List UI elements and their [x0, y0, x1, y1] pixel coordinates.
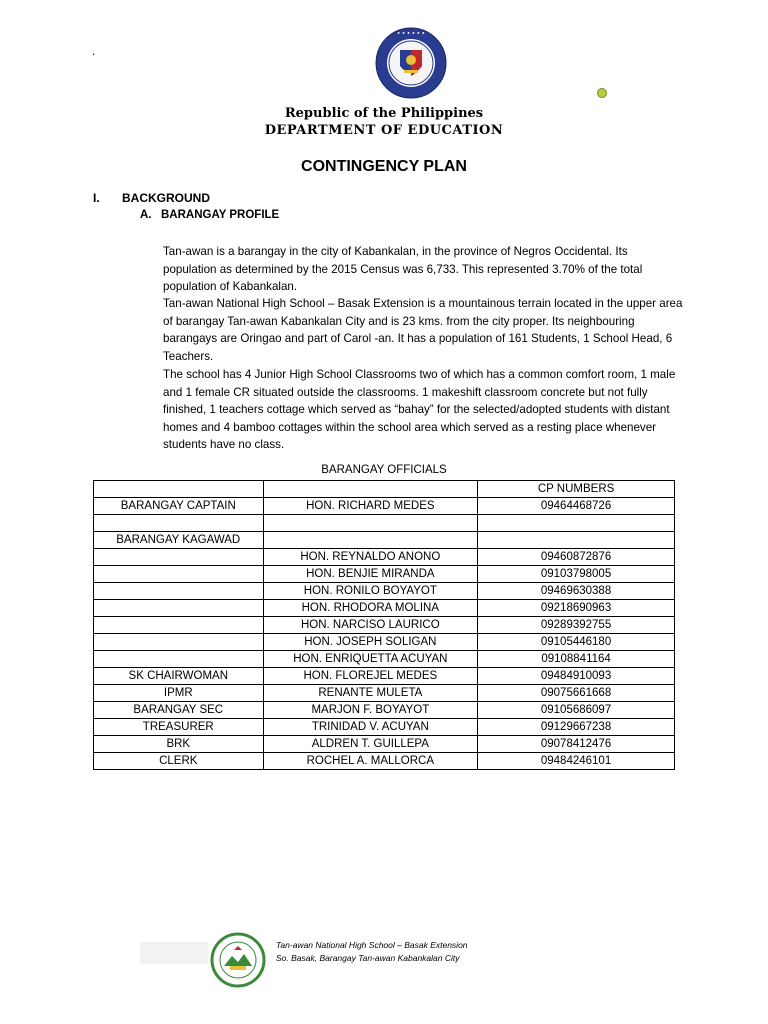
name-cell: HON. BENJIE MIRANDA — [263, 566, 478, 583]
position-cell: BARANGAY CAPTAIN — [94, 498, 264, 515]
table-row — [94, 753, 675, 770]
table-row — [94, 617, 675, 634]
position-cell — [94, 600, 264, 617]
phone-cell: 09469630388 — [478, 583, 675, 600]
name-cell: HON. JOSEPH SOLIGAN — [263, 634, 478, 651]
phone-cell: 09460872876 — [478, 549, 675, 566]
table-row — [94, 719, 675, 736]
name-cell — [263, 532, 478, 549]
name-cell: MARJON F. BOYAYOT — [263, 702, 478, 719]
position-cell — [94, 634, 264, 651]
phone-cell: 09075661668 — [478, 685, 675, 702]
table-caption: BARANGAY OFFICIALS — [321, 464, 447, 476]
table-row — [94, 634, 675, 651]
table-row — [94, 600, 675, 617]
name-cell: ALDREN T. GUILLEPA — [263, 736, 478, 753]
phone-cell: 09129667238 — [478, 719, 675, 736]
footer-school-name: Tan-awan National High School – Basak Extension — [276, 940, 468, 950]
table-row — [94, 515, 675, 532]
barangay-officials-table — [93, 480, 675, 770]
name-cell — [263, 481, 478, 498]
name-cell: HON. RHODORA MOLINA — [263, 600, 478, 617]
phone-cell: 09464468726 — [478, 498, 675, 515]
position-cell: IPMR — [94, 685, 264, 702]
footer-blurred-area — [140, 942, 208, 964]
phone-cell: 09078412476 — [478, 736, 675, 753]
section-number: I. — [93, 191, 100, 205]
name-cell: RENANTE MULETA — [263, 685, 478, 702]
position-cell: BARANGAY KAGAWAD — [94, 532, 264, 549]
position-cell — [94, 617, 264, 634]
phone-cell: 09103798005 — [478, 566, 675, 583]
name-cell: HON. RICHARD MEDES — [263, 498, 478, 515]
table-row — [94, 702, 675, 719]
table-row — [94, 583, 675, 600]
phone-cell — [478, 515, 675, 532]
name-cell — [263, 515, 478, 532]
phone-cell: 09218690963 — [478, 600, 675, 617]
table-row — [94, 481, 675, 498]
phone-cell: 09484910093 — [478, 668, 675, 685]
deped-seal-logo — [374, 26, 448, 100]
subsection-number: A. — [140, 209, 152, 221]
position-cell: SK CHAIRWOMAN — [94, 668, 264, 685]
subsection-heading: BARANGAY PROFILE — [161, 209, 280, 221]
republic-heading: Republic of the Philippines — [284, 106, 484, 121]
phone-cell — [478, 532, 675, 549]
stray-dot: . — [92, 44, 96, 58]
section-heading: BACKGROUND — [122, 191, 210, 205]
page-title: CONTINGENCY PLAN — [301, 158, 467, 175]
position-cell: TREASURER — [94, 719, 264, 736]
name-cell: TRINIDAD V. ACUYAN — [263, 719, 478, 736]
name-cell: ROCHEL A. MALLORCA — [263, 753, 478, 770]
paragraph-school-location: Tan-awan National High School – Basak Extension is a mountainous terrain located in the upper area of barangay Tan-awan Kabankalan City and is 23 kms. from the city proper. Its neighbouring barangays are Oringao and part of Carol -an. It has a population of 161 Students, 1 School Head, 6 Teachers. — [163, 297, 683, 363]
table-row — [94, 685, 675, 702]
phone-cell: 09105446180 — [478, 634, 675, 651]
phone-cell: 09289392755 — [478, 617, 675, 634]
position-cell — [94, 651, 264, 668]
position-cell — [94, 583, 264, 600]
table-row — [94, 549, 675, 566]
name-cell: HON. NARCISO LAURICO — [263, 617, 478, 634]
position-cell — [94, 566, 264, 583]
table-row — [94, 566, 675, 583]
svg-text:• • • • • •: • • • • • • — [397, 31, 425, 37]
position-cell — [94, 549, 264, 566]
position-cell: BARANGAY SEC — [94, 702, 264, 719]
name-cell: HON. FLOREJEL MEDES — [263, 668, 478, 685]
table-row — [94, 532, 675, 549]
name-cell: HON. ENRIQUETTA ACUYAN — [263, 651, 478, 668]
position-cell: CLERK — [94, 753, 264, 770]
name-cell: HON. REYNALDO ANONO — [263, 549, 478, 566]
phone-cell: 09105686097 — [478, 702, 675, 719]
position-cell: BRK — [94, 736, 264, 753]
phone-cell: 09484246101 — [478, 753, 675, 770]
name-cell: HON. RONILO BOYAYOT — [263, 583, 478, 600]
green-marker-icon — [597, 88, 607, 98]
position-cell — [94, 481, 264, 498]
phone-cell: 09108841164 — [478, 651, 675, 668]
phone-cell: CP NUMBERS — [478, 481, 675, 498]
paragraph-population: Tan-awan is a barangay in the city of Kabankalan, in the province of Negros Occidental. Its population as determined by the 2015 Census was 6,733. This represented 3.70% of the total population of Kabankalan. — [163, 245, 643, 293]
paragraph-school-facilities: The school has 4 Junior High School Classrooms two of which has a common comfort room, 1 male and 1 female CR situated outside the classrooms. 1 makeshift classroom concrete but not fully finished, 1 teachers cottage which served as “bahay” for the selected/adopted students with distant homes and 4 bamboo cottages within the school area which served as a resting place whenever students have no class. — [163, 368, 676, 451]
school-logo — [210, 932, 266, 988]
department-heading: DEPARTMENT OF EDUCATION — [264, 123, 504, 138]
table-row — [94, 736, 675, 753]
table-row — [94, 668, 675, 685]
footer-school-address: So. Basak, Barangay Tan-awan Kabankalan City — [276, 953, 460, 963]
table-row — [94, 498, 675, 515]
position-cell — [94, 515, 264, 532]
table-row — [94, 651, 675, 668]
